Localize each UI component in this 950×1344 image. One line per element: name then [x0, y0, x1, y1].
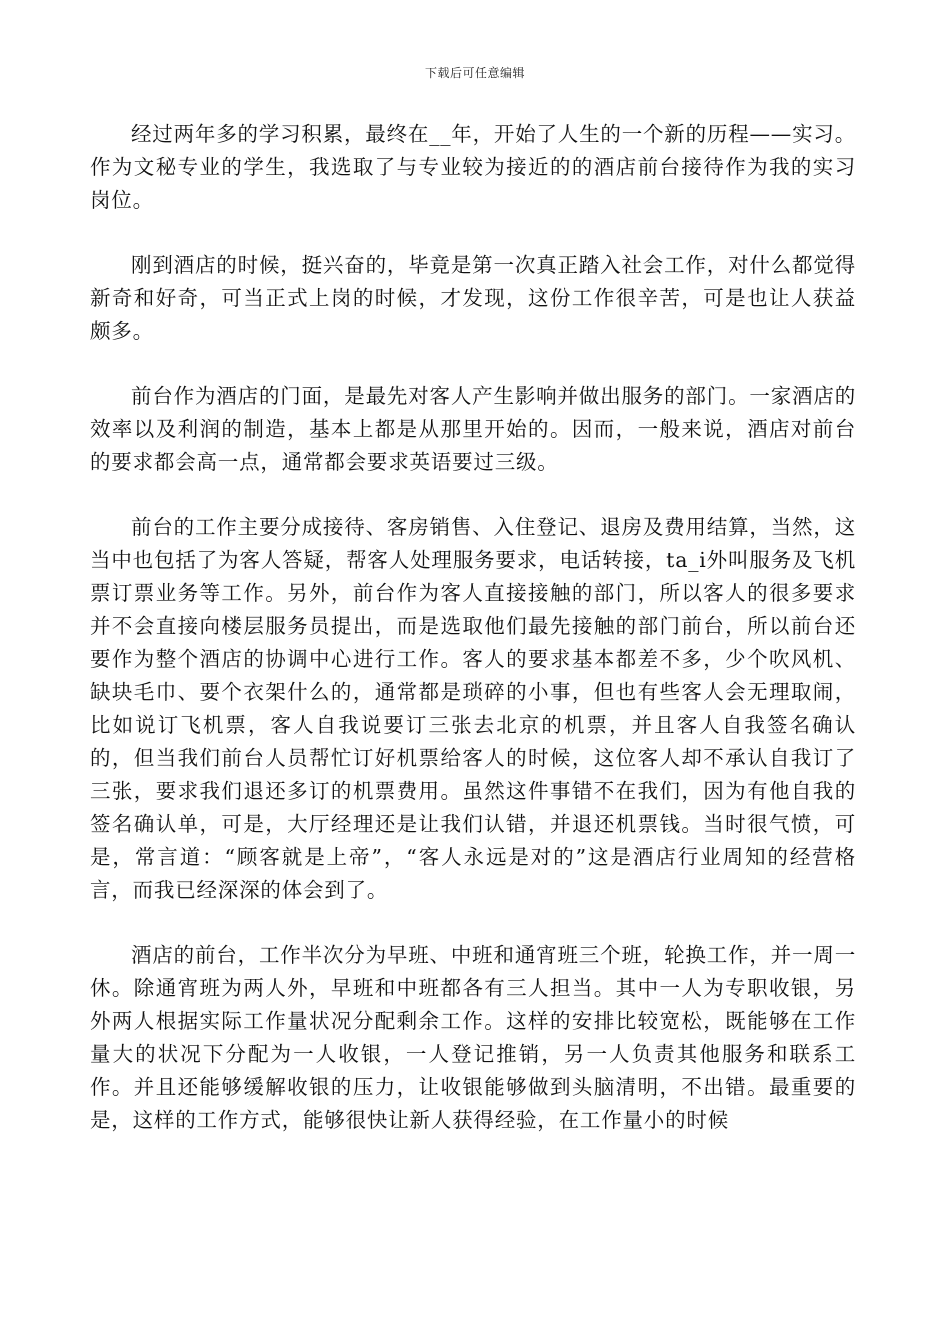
- paragraph-2: 刚到酒店的时候，挺兴奋的，毕竟是第一次真正踏入社会工作，对什么都觉得新奇和好奇，可当正式上岗的时候，才发现，这份工作很辛苦，可是也让人获益颇多。: [90, 253, 856, 343]
- paragraph-1: 经过两年多的学习积累，最终在__年，开始了人生的一个新的历程——实习。作为文秘专业的学生，我选取了与专业较为接近的的酒店前台接待作为我的实习岗位。: [90, 122, 856, 212]
- paragraph-4: 前台的工作主要分成接待、客房销售、入住登记、退房及费用结算，当然，这当中也包括了为客人答疑，帮客人处理服务要求，电话转接，ta_i外叫服务及飞机票订票业务等工作。另外，前台作为客人直接接触的部门，所以客人的很多要求并不会直接向楼层服务员提出，而是选取他们最先接触的部门前台，所以前台还要作为整个酒店的协调中心进行工作。客人的要求基本都差不多，少个吹风机、缺块毛巾、要个衣架什么的，通常都是琐碎的小事，但也有些客人会无理取闹，比如说订飞机票，客人自我说要订三张去北京的机票，并且客人自我签名确认的，但当我们前台人员帮忙订好机票给客人的时候，这位客人却不承认自我订了三张，要求我们退还多订的机票费用。虽然这件事错不在我们，因为有他自我的签名确认单，可是，大厅经理还是让我们认错，并退还机票钱。当时很气愤，可是，常言道：“顾客就是上帝”，“客人永远是对的”这是酒店行业周知的经营格言，而我已经深深的体会到了。: [90, 515, 856, 902]
- document-body: [90, 118, 856, 1169]
- paragraph-5: 酒店的前台，工作半次分为早班、中班和通宵班三个班，轮换工作，并一周一休。除通宵班为两人外，早班和中班都各有三人担当。其中一人为专职收银，另外两人根据实际工作量状况分配剩余工作。这样的安排比较宽松，既能够在工作量大的状况下分配为一人收银，一人登记推销，另一人负责其他服务和联系工作。并且还能够缓解收银的压力，让收银能够做到头脑清明，不出错。最重要的是，这样的工作方式，能够很快让新人获得经验，在工作量小的时候: [90, 943, 856, 1132]
- page-header: 下载后可任意编辑: [424, 66, 525, 80]
- paragraph-3: 前台作为酒店的门面，是最先对客人产生影响并做出服务的部门。一家酒店的效率以及利润的制造，基本上都是从那里开始的。因而，一般来说，酒店对前台的要求都会高一点，通常都会要求英语要过三级。: [90, 384, 856, 474]
